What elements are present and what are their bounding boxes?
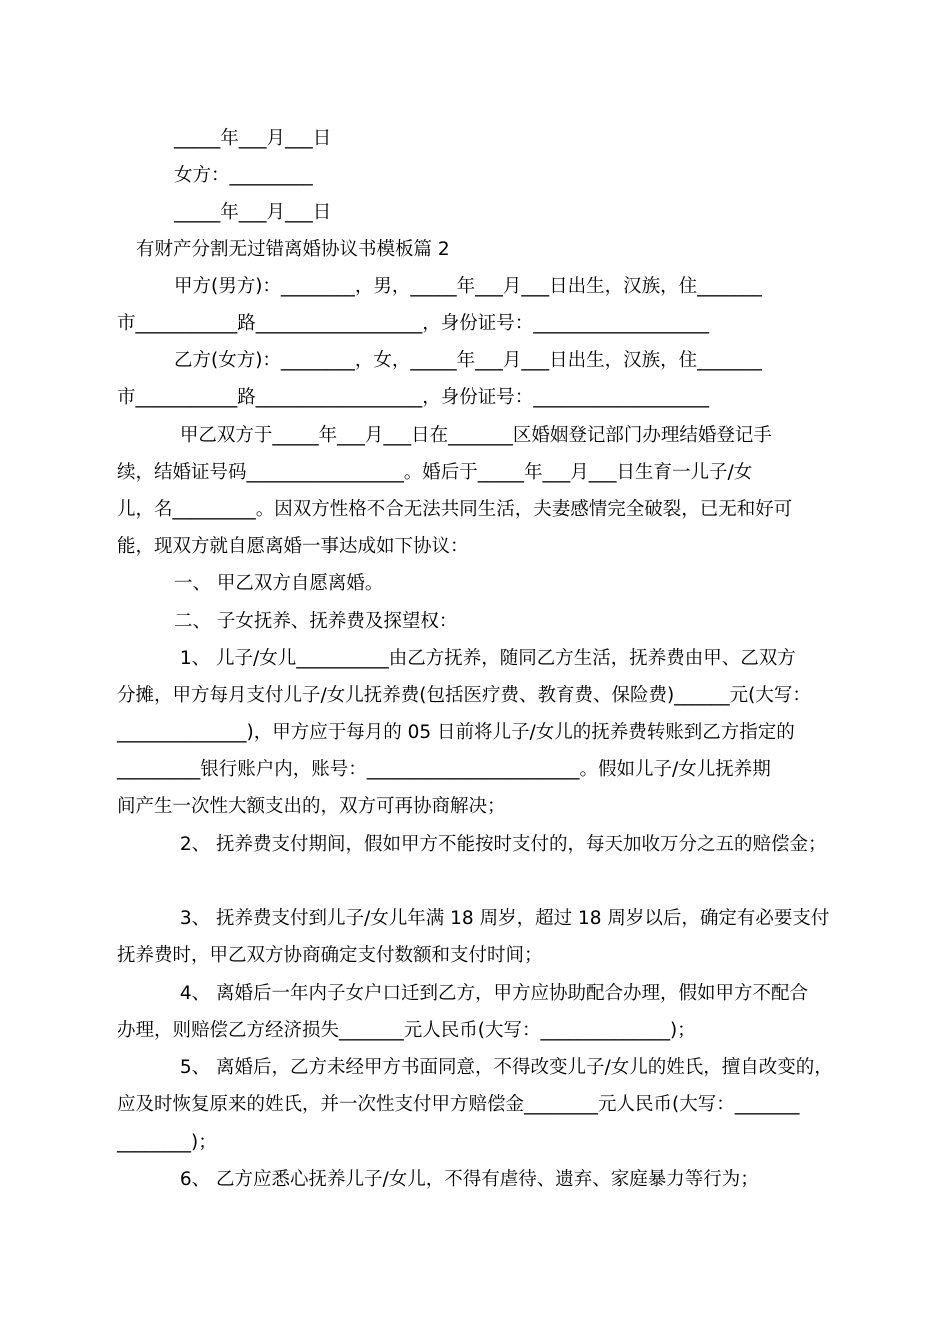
item-3-line: 3、 抚养费支付到儿子/女儿年满 18 周岁，超过 18 周岁以后，确定有必要支付 — [174, 908, 830, 929]
date-line-2: _____年___月___日 — [174, 202, 332, 223]
marriage-paragraph-line: 能，现双方就自愿离婚一事达成如下协议： — [117, 536, 469, 557]
party-a-address-line: 市___________路__________________，身份证号：___________________ — [117, 313, 710, 334]
item-3-line: 抚养费时，甲乙双方协商确定支付数额和支付时间； — [117, 945, 543, 966]
item-5-line: 应及时恢复原来的姓氏，并一次性支付甲方赔偿金________元人民币(大写：_______ — [117, 1094, 800, 1115]
section-heading: 有财产分割无过错离婚协议书模板篇 2 — [136, 239, 450, 260]
item-1-line: 分摊，甲方每月支付儿子/女儿抚养费(包括医疗费、教育费、保险费)______元(大写： — [117, 685, 811, 706]
item-4-line: 办理，则赔偿乙方经济损失_______元人民币(大写：______________)； — [117, 1020, 696, 1041]
clause-1: 一、 甲乙双方自愿离婚。 — [174, 573, 384, 594]
item-1-line: _________银行账户内，账号：_______________________。假如儿子/女儿抚养期 — [117, 759, 771, 780]
item-1-line: 间产生一次性大额支出的，双方可再协商解决； — [117, 796, 506, 817]
item-5-line: ________)； — [117, 1132, 217, 1153]
item-4-line: 4、 离婚后一年内子女户口迁到乙方，甲方应协助配合办理，假如甲方不配合 — [174, 983, 809, 1004]
item-2-line: 2、 抚养费支付期间，假如甲方不能按时支付的，每天加收万分之五的赔偿金； — [174, 834, 827, 855]
party-b-address-line: 市___________路__________________，身份证号：___________________ — [117, 387, 710, 408]
marriage-paragraph-line: 儿，名_________。因双方性格不合无法共同生活，夫妻感情完全破裂，已无和好可 — [117, 499, 793, 520]
date-line-1: _____年___月___日 — [174, 128, 332, 149]
party-b-line: 乙方(女方)：________，女，_____年___月___日出生，汉族，住_______ — [174, 350, 762, 371]
party-a-line: 甲方(男方)：________，男，_____年___月___日出生，汉族，住_______ — [174, 276, 762, 297]
clause-2-heading: 二、 子女抚养、抚养费及探望权： — [174, 611, 458, 632]
item-1-line: ______________)，甲方应于每月的 05 日前将儿子/女儿的抚养费转账到乙方指定的 — [117, 722, 795, 743]
item-5-line: 5、 离婚后，乙方未经甲方书面同意，不得改变儿子/女儿的姓氏，擅自改变的， — [174, 1057, 833, 1078]
marriage-paragraph-line: 甲乙双方于_____年___月___日在_______区婚姻登记部门办理结婚登记手 — [174, 425, 772, 446]
item-6-line: 6、 乙方应悉心抚养儿子/女儿，不得有虐待、遗弃、家庭暴力等行为； — [174, 1169, 759, 1190]
wife-signature-line: 女方：_________ — [174, 165, 313, 186]
item-1-line: 1、 儿子/女儿__________由乙方抚养，随同乙方生活，抚养费由甲、乙双方 — [174, 648, 796, 669]
marriage-paragraph-line: 续，结婚证号码_________________。婚后于_____年___月___日生育一儿子/女 — [117, 462, 753, 483]
